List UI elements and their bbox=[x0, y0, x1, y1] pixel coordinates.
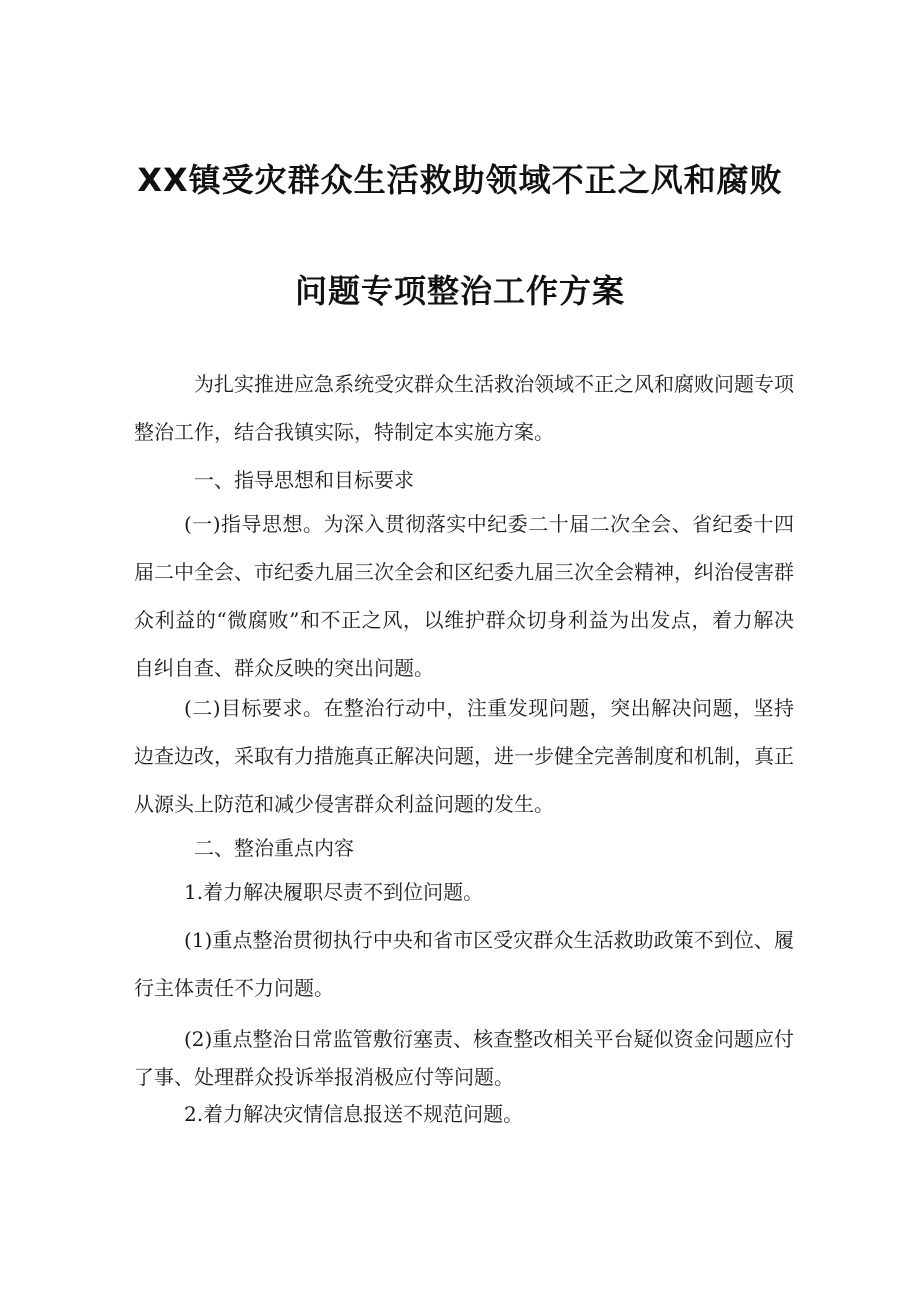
target-requirements-paragraph: (二)目标要求。在整治行动中，注重发现问题，突出解决问题，坚持边查边改，采取有力措施真正解决问题，进一步健全完善制度和机制，真正从源头上防范和减少侵害群众利益问题的发生。 bbox=[134, 696, 794, 816]
item-1-sub-2: (2)重点整治日常监管敷衍塞责、核查整改相关平台疑似资金问题应付了事、处理群众投诉举报消极应付等问题。 bbox=[134, 1027, 794, 1089]
item-1-sub-1: (1)重点整治贯彻执行中央和省市区受灾群众生活救助政策不到位、履行主体责任不力问题。 bbox=[134, 928, 794, 1000]
intro-paragraph: 为扎实推进应急系统受灾群众生活救治领域不正之风和腐败问题专项整治工作，结合我镇实际，特制定本实施方案。 bbox=[134, 372, 794, 444]
document-title-line-1: XX镇受灾群众生活救助领域不正之风和腐败 bbox=[137, 161, 783, 199]
section-heading-2: 二、整治重点内容 bbox=[194, 836, 354, 860]
guiding-thought-paragraph: (一)指导思想。为深入贯彻落实中纪委二十届二次全会、省纪委十四届二中全会、市纪委九届三次全会和区纪委九届三次全会精神，纠治侵害群众利益的“微腐败”和不正之风，以维护群众切身利益为出发点，着力解决自纠自查、群众反映的突出问题。 bbox=[134, 512, 794, 680]
document-title-line-2: 问题专项整治工作方案 bbox=[294, 272, 625, 310]
section-heading-1: 一、指导思想和目标要求 bbox=[194, 468, 414, 492]
item-1-heading: 1.着力解决履职尽责不到位问题。 bbox=[184, 880, 484, 904]
item-2-heading: 2.着力解决灾情信息报送不规范问题。 bbox=[184, 1102, 524, 1126]
